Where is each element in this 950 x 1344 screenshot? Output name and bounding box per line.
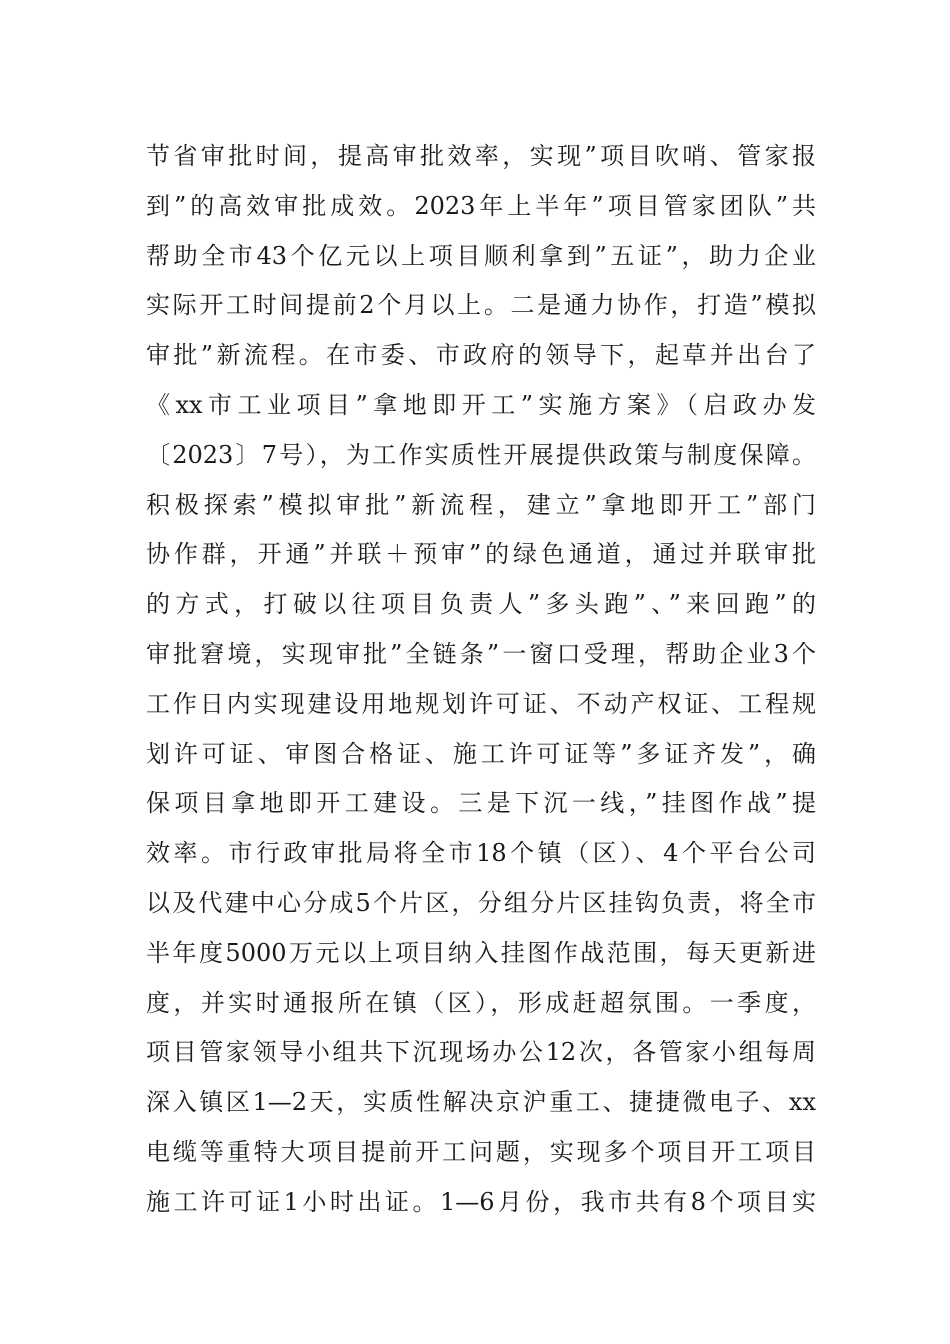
text-line: 〔2023〕7号），为工作实质性开展提供政策与制度保障。 xyxy=(146,440,816,469)
text-line: 实际开工时间提前2个月以上。二是通力协作，打造”模拟 xyxy=(146,291,816,320)
text-line: 帮助全市43个亿元以上项目顺利拿到”五证”，助力企业 xyxy=(146,241,816,270)
text-line: 《xx市工业项目”拿地即开工”实施方案》（启政办发 xyxy=(146,390,816,419)
text-line: 项目管家领导小组共下沉现场办公12次，各管家小组每周 xyxy=(146,1038,816,1067)
text-line: 到”的高效审批成效。2023年上半年”项目管家团队”共 xyxy=(146,191,816,220)
text-line: 电缆等重特大项目提前开工问题，实现多个项目开工项目 xyxy=(146,1137,816,1166)
text-line: 以及代建中心分成5个片区，分组分片区挂钩负责，将全市 xyxy=(146,888,816,917)
text-line: 深入镇区1—2天，实质性解决京沪重工、捷捷微电子、xx xyxy=(146,1088,816,1117)
body-paragraph xyxy=(146,132,816,1228)
text-line: 的方式，打破以往项目负责人”多头跑”、”来回跑”的 xyxy=(146,590,816,619)
text-line: 节省审批时间，提高审批效率，实现”项目吹哨、管家报 xyxy=(146,142,816,170)
text-line: 效率。市行政审批局将全市18个镇（区）、4个平台公司 xyxy=(146,839,816,868)
text-line: 保项目拿地即开工建设。三是下沉一线，”挂图作战”提 xyxy=(146,789,816,818)
text-line: 协作群，开通”并联＋预审”的绿色通道，通过并联审批 xyxy=(146,540,816,569)
text-line: 审批”新流程。在市委、市政府的领导下，起草并出台了 xyxy=(146,341,816,370)
text-line: 审批窘境，实现审批”全链条”一窗口受理，帮助企业3个 xyxy=(146,639,816,668)
text-line: 半年度5000万元以上项目纳入挂图作战范围，每天更新进 xyxy=(146,938,816,967)
text-line: 度，并实时通报所在镇（区），形成赶超氛围。一季度， xyxy=(146,988,816,1017)
text-line: 工作日内实现建设用地规划许可证、不动产权证、工程规 xyxy=(146,689,816,718)
text-line: 划许可证、审图合格证、施工许可证等”多证齐发”，确 xyxy=(146,739,816,768)
text-line: 积极探索”模拟审批”新流程，建立”拿地即开工”部门 xyxy=(146,490,816,519)
text-line: 施工许可证1小时出证。1—6月份，我市共有8个项目实 xyxy=(146,1187,816,1216)
